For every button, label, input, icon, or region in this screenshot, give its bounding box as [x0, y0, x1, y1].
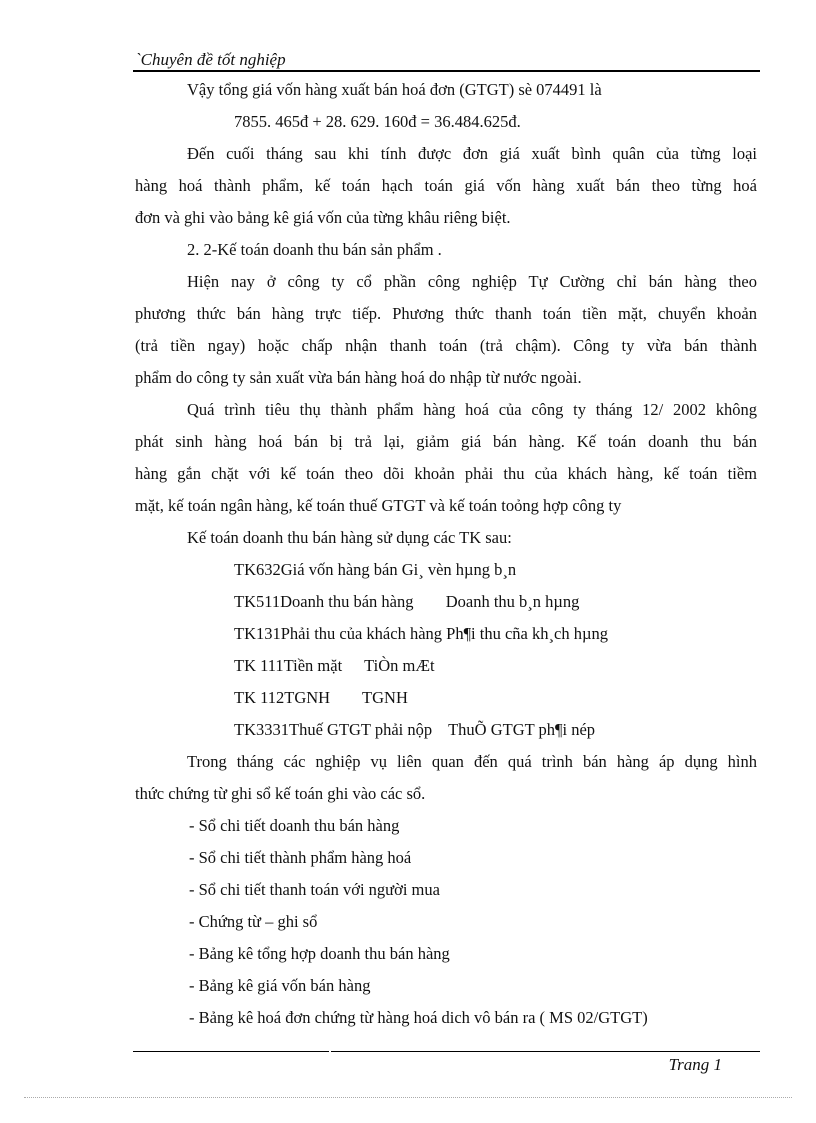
document-body	[135, 74, 757, 1034]
page-number: Trang 1	[668, 1055, 722, 1074]
cost-equation: 7855. 465đ + 28. 629. 160đ = 36.484.625đ.	[234, 112, 521, 131]
book-list-item: - Bảng kê tổng hợp doanh thu bán hàng	[189, 944, 450, 963]
account-alt-text: Ph¶i thu cña kh¸ch hµng	[446, 624, 608, 643]
paragraph-line: Quá trình tiêu thụ thành phẩm hàng hoá của công ty tháng 12/ 2002 không	[187, 400, 757, 419]
header-title: `Chuyên đề tốt nghiệp	[135, 50, 286, 69]
footer-rule	[331, 1051, 760, 1052]
account-alt-text: TGNH	[362, 688, 408, 707]
book-list-item: - Sổ chi tiết doanh thu bán hàng	[189, 816, 400, 835]
section-heading: 2. 2-Kế toán doanh thu bán sản phẩm .	[187, 240, 442, 259]
paragraph-line: Kế toán doanh thu bán hàng sử dụng các TK sau:	[187, 528, 512, 547]
account-code-name: TK 112TGNH	[234, 688, 331, 707]
page-break-divider	[24, 1097, 792, 1098]
paragraph-line: Trong tháng các nghiệp vụ liên quan đến quá trình bán hàng áp dụng hình	[187, 752, 757, 771]
paragraph-line: Vậy tổng giá vốn hàng xuất bán hoá đơn (GTGT) sè 074491 là	[187, 80, 602, 99]
paragraph-line: Đến cuối tháng sau khi tính được đơn giá xuất bình quân của từng loại	[187, 144, 757, 163]
paragraph-line: hàng gắn chặt với kế toán theo dõi khoản phải thu của khách hàng, kế toán tiềm	[135, 464, 757, 483]
book-list-item: - Bảng kê giá vốn bán hàng	[189, 976, 371, 995]
footer-rule	[133, 1051, 329, 1052]
paragraph-line: mặt, kế toán ngân hàng, kế toán thuế GTGT và kế toán toỏng hợp công ty	[135, 496, 622, 515]
book-list-item: - Sổ chi tiết thành phẩm hàng hoá	[189, 848, 412, 867]
account-alt-text: Gi¸ vèn hµng b¸n	[401, 560, 517, 579]
paragraph-line: (trả tiền ngay) hoặc chấp nhận thanh toán (trả chậm). Công ty vừa bán thành	[135, 336, 757, 355]
paragraph-line: phát sinh hàng hoá bán bị trả lại, giảm giá bán hàng. Kế toán doanh thu bán	[135, 432, 757, 451]
account-code-name: TK 111Tiền mặt	[234, 656, 343, 675]
paragraph-line: phẩm do công ty sản xuất vừa bán hàng hoá do nhập từ nước ngoài.	[135, 368, 582, 387]
paragraph-line: Hiện nay ở công ty cổ phần công nghiệp Tự Cường chỉ bán hàng theo	[187, 272, 757, 291]
account-alt-text: TiÒn mÆt	[364, 656, 435, 675]
book-list-item: - Bảng kê hoá đơn chứng từ hàng hoá dich vô bán ra ( MS 02/GTGT)	[189, 1008, 648, 1027]
paragraph-line: hàng hoá thành phẩm, kế toán hạch toán giá vốn hàng xuất bán theo từng hoá	[135, 176, 757, 195]
book-list-item: - Sổ chi tiết thanh toán với người mua	[189, 880, 440, 899]
account-code-name: TK632Giá vốn hàng bán	[234, 560, 398, 579]
account-item	[135, 554, 757, 586]
paragraph-line: thức chứng từ ghi sổ kế toán ghi vào các sổ.	[135, 784, 426, 803]
account-item	[135, 586, 757, 618]
account-code-name: TK511Doanh thu bán hàng	[234, 592, 414, 611]
account-item	[135, 618, 757, 650]
account-item	[135, 682, 757, 714]
account-item	[135, 714, 757, 746]
account-code-name: TK131Phải thu của khách hàng	[234, 624, 443, 643]
header-rule	[133, 70, 760, 72]
account-code-name: TK3331Thuế GTGT phải nộp	[234, 720, 433, 739]
paragraph-line: phương thức bán hàng trực tiếp. Phương thức thanh toán tiền mặt, chuyển khoản	[135, 304, 757, 323]
book-list-item: - Chứng từ – ghi sổ	[189, 912, 318, 931]
paragraph-line: đơn và ghi vào bảng kê giá vốn của từng khâu riêng biệt.	[135, 208, 511, 227]
account-alt-text: Doanh thu b¸n hµng	[445, 592, 580, 611]
account-item	[135, 650, 757, 682]
account-alt-text: ThuÕ GTGT ph¶i nép	[448, 720, 596, 739]
